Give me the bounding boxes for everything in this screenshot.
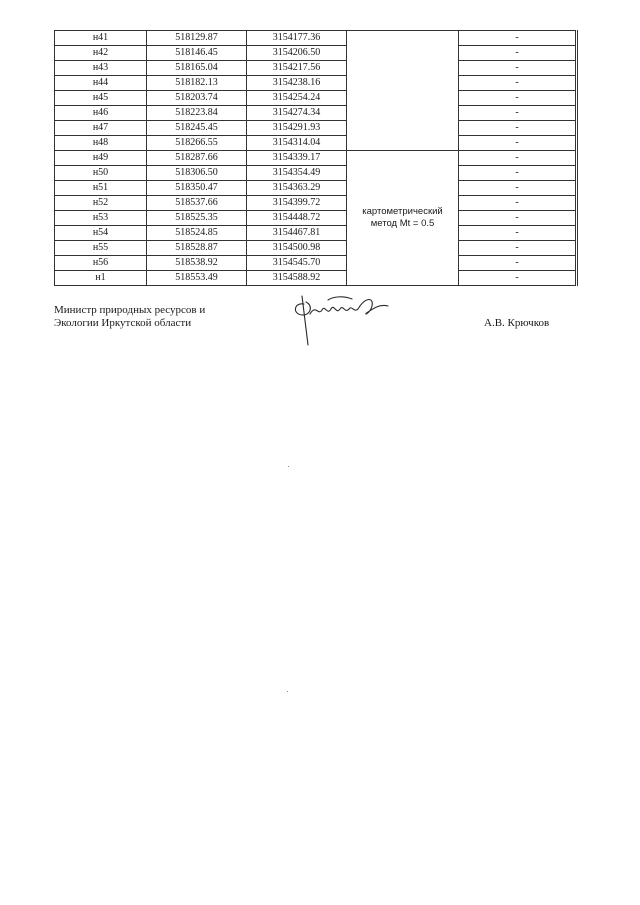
x-coordinate-cell: 518287.66 <box>147 151 247 166</box>
y-coordinate-cell: 3154363.29 <box>247 181 347 196</box>
y-coordinate-cell: 3154448.72 <box>247 211 347 226</box>
note-cell: - <box>459 106 577 121</box>
table-row <box>55 61 577 76</box>
table-row <box>55 31 577 46</box>
x-coordinate-cell: 518350.47 <box>147 181 247 196</box>
y-coordinate-cell: 3154314.04 <box>247 136 347 151</box>
point-id-cell: н1 <box>55 271 147 286</box>
table-row <box>55 226 577 241</box>
scan-speck <box>287 691 288 692</box>
point-id-cell: н55 <box>55 241 147 256</box>
point-id-cell: н46 <box>55 106 147 121</box>
note-cell: - <box>459 196 577 211</box>
x-coordinate-cell: 518203.74 <box>147 91 247 106</box>
y-coordinate-cell: 3154545.70 <box>247 256 347 271</box>
signatory-position <box>54 304 205 330</box>
method-cell-empty <box>347 31 459 151</box>
table-row <box>55 271 577 286</box>
point-id-cell: н56 <box>55 256 147 271</box>
point-id-cell: н41 <box>55 31 147 46</box>
y-coordinate-cell: 3154274.34 <box>247 106 347 121</box>
table-row <box>55 136 577 151</box>
table-row <box>55 181 577 196</box>
note-cell: - <box>459 151 577 166</box>
method-cell <box>347 151 459 286</box>
note-cell: - <box>459 61 577 76</box>
note-cell: - <box>459 46 577 61</box>
y-coordinate-cell: 3154354.49 <box>247 166 347 181</box>
table-row <box>55 241 577 256</box>
y-coordinate-cell: 3154206.50 <box>247 46 347 61</box>
point-id-cell: н47 <box>55 121 147 136</box>
note-cell: - <box>459 241 577 256</box>
table-row <box>55 121 577 136</box>
y-coordinate-cell: 3154339.17 <box>247 151 347 166</box>
point-id-cell: н43 <box>55 61 147 76</box>
point-id-cell: н54 <box>55 226 147 241</box>
point-id-cell: н50 <box>55 166 147 181</box>
point-id-cell: н42 <box>55 46 147 61</box>
y-coordinate-cell: 3154588.92 <box>247 271 347 286</box>
table-row <box>55 211 577 226</box>
position-line-2: Экологии Иркутской области <box>54 317 192 329</box>
point-id-cell: н44 <box>55 76 147 91</box>
point-id-cell: н51 <box>55 181 147 196</box>
x-coordinate-cell: 518525.35 <box>147 211 247 226</box>
point-id-cell: н52 <box>55 196 147 211</box>
point-id-cell: н49 <box>55 151 147 166</box>
table-row <box>55 76 577 91</box>
x-coordinate-cell: 518553.49 <box>147 271 247 286</box>
note-cell: - <box>459 31 577 46</box>
y-coordinate-cell: 3154177.36 <box>247 31 347 46</box>
table-row <box>55 106 577 121</box>
point-id-cell: н53 <box>55 211 147 226</box>
y-coordinate-cell: 3154500.98 <box>247 241 347 256</box>
x-coordinate-cell: 518245.45 <box>147 121 247 136</box>
x-coordinate-cell: 518165.04 <box>147 61 247 76</box>
note-cell: - <box>459 256 577 271</box>
y-coordinate-cell: 3154254.24 <box>247 91 347 106</box>
x-coordinate-cell: 518538.92 <box>147 256 247 271</box>
y-coordinate-cell: 3154291.93 <box>247 121 347 136</box>
x-coordinate-cell: 518306.50 <box>147 166 247 181</box>
position-line-1: Министр природных ресурсов и <box>54 304 206 316</box>
table-row <box>55 151 577 166</box>
table-row <box>55 46 577 61</box>
handwritten-signature <box>288 290 398 350</box>
x-coordinate-cell: 518266.55 <box>147 136 247 151</box>
coordinates-table-body <box>55 31 577 286</box>
note-cell: - <box>459 211 577 226</box>
x-coordinate-cell: 518528.87 <box>147 241 247 256</box>
signatory-name: А.В. Крючков <box>484 317 550 329</box>
note-cell: - <box>459 181 577 196</box>
y-coordinate-cell: 3154467.81 <box>247 226 347 241</box>
method-line-2: метод Mt = 0.5 <box>370 218 435 229</box>
scan-speck <box>288 466 289 467</box>
table-row <box>55 91 577 106</box>
y-coordinate-cell: 3154238.16 <box>247 76 347 91</box>
table-row <box>55 196 577 211</box>
note-cell: - <box>459 226 577 241</box>
method-line-1: картометрический <box>362 206 443 218</box>
note-cell: - <box>459 76 577 91</box>
table-row <box>55 256 577 271</box>
note-cell: - <box>459 91 577 106</box>
note-cell: - <box>459 121 577 136</box>
x-coordinate-cell: 518146.45 <box>147 46 247 61</box>
y-coordinate-cell: 3154399.72 <box>247 196 347 211</box>
coordinates-table <box>54 30 578 286</box>
x-coordinate-cell: 518182.13 <box>147 76 247 91</box>
x-coordinate-cell: 518223.84 <box>147 106 247 121</box>
x-coordinate-cell: 518524.85 <box>147 226 247 241</box>
table-row <box>55 166 577 181</box>
y-coordinate-cell: 3154217.56 <box>247 61 347 76</box>
x-coordinate-cell: 518537.66 <box>147 196 247 211</box>
point-id-cell: н48 <box>55 136 147 151</box>
point-id-cell: н45 <box>55 91 147 106</box>
x-coordinate-cell: 518129.87 <box>147 31 247 46</box>
note-cell: - <box>459 136 577 151</box>
note-cell: - <box>459 166 577 181</box>
note-cell: - <box>459 271 577 286</box>
